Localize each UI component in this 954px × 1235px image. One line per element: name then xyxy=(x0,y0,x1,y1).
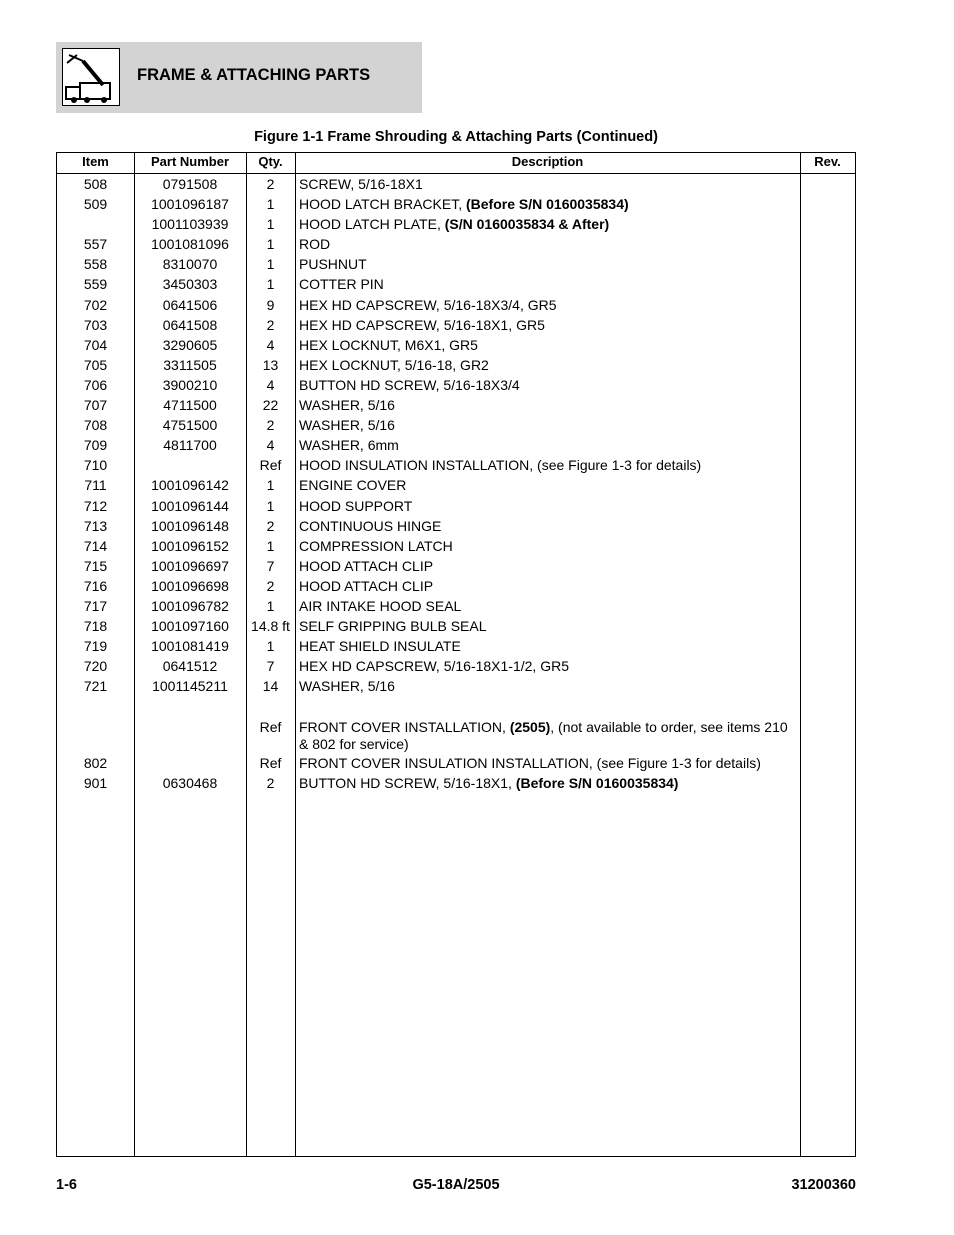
cell-description xyxy=(299,315,797,334)
cell-description xyxy=(299,556,797,575)
cell-part-number: 3900210 xyxy=(162,376,218,393)
table-row xyxy=(57,596,855,616)
cell-description xyxy=(299,455,797,474)
cell-description xyxy=(299,616,797,635)
description-text: HOOD ATTACH CLIP xyxy=(299,577,434,594)
cell-item: 706 xyxy=(83,376,108,393)
cell-part-number: 3290605 xyxy=(162,336,218,353)
description-emphasis: (S/N 0160035834 & After) xyxy=(444,216,610,233)
cell-part-number: 1001096782 xyxy=(151,597,229,614)
description-emphasis: (Before S/N 0160035834) xyxy=(515,774,679,791)
cell-item: 508 xyxy=(83,176,108,192)
table-row xyxy=(57,656,855,676)
cell-item: 705 xyxy=(83,356,108,373)
cell-part-number: 1001096144 xyxy=(151,497,229,514)
cell-description xyxy=(299,717,797,753)
cell-part-number: 1001096697 xyxy=(151,557,229,574)
table-row xyxy=(57,516,855,536)
document-number: 31200360 xyxy=(791,1177,856,1193)
cell-part-number: 4711500 xyxy=(163,397,217,414)
cell-description xyxy=(299,656,797,675)
cell-part-number: 1001096698 xyxy=(151,577,229,594)
cell-qty: Ref xyxy=(259,718,282,735)
cell-item: 709 xyxy=(83,437,108,454)
cell-item: 717 xyxy=(83,597,108,614)
cell-qty: 1 xyxy=(266,276,275,293)
table-row xyxy=(57,576,855,596)
cell-item: 802 xyxy=(83,754,108,771)
description-text: BUTTON HD SCREW, 5/16-18X3/4 xyxy=(299,376,520,393)
cell-qty: 2 xyxy=(266,176,275,192)
cell-qty: 1 xyxy=(266,497,275,514)
cell-qty: 1 xyxy=(266,256,275,273)
cell-item: 702 xyxy=(83,296,108,313)
cell-description xyxy=(299,174,797,193)
table-row xyxy=(57,753,855,773)
cell-description xyxy=(299,596,797,615)
description-text: SCREW, 5/16-18X1 xyxy=(299,176,423,192)
cell-item: 708 xyxy=(83,417,108,434)
table-row xyxy=(57,496,855,516)
table-row xyxy=(57,773,855,793)
description-text: WASHER, 6mm xyxy=(299,437,399,454)
cell-description xyxy=(299,214,797,233)
description-text: HEX LOCKNUT, 5/16-18, GR2 xyxy=(299,356,489,373)
cell-description xyxy=(299,335,797,354)
cell-item: 714 xyxy=(83,537,108,554)
cell-description xyxy=(299,415,797,434)
cell-part-number: 4811700 xyxy=(163,437,217,454)
cell-description xyxy=(299,696,797,698)
cell-description xyxy=(299,295,797,314)
table-row xyxy=(57,636,855,656)
description-text: ENGINE COVER xyxy=(299,477,407,494)
table-row xyxy=(57,274,855,294)
column-header-rev: Rev. xyxy=(814,154,841,169)
cell-part-number: 0641512 xyxy=(162,658,218,675)
cell-part-number: 1001145211 xyxy=(152,678,228,695)
cell-description xyxy=(299,536,797,555)
cell-description xyxy=(299,576,797,595)
description-text: HOOD ATTACH CLIP xyxy=(299,557,434,574)
cell-qty: 13 xyxy=(262,356,279,373)
cell-item: 703 xyxy=(83,316,108,333)
description-text: CONTINUOUS HINGE xyxy=(299,517,442,534)
cell-qty: 2 xyxy=(266,774,275,791)
cell-part-number: 1001096148 xyxy=(151,517,229,534)
cell-description xyxy=(299,194,797,213)
cell-part-number: 0641508 xyxy=(162,316,218,333)
column-header-item: Item xyxy=(82,154,109,169)
parts-table xyxy=(56,152,856,1157)
description-text: SELF GRIPPING BULB SEAL xyxy=(299,618,487,635)
cell-part-number: 1001096152 xyxy=(151,537,229,554)
description-text: WASHER, 5/16 xyxy=(299,678,395,695)
cell-qty: 2 xyxy=(266,417,275,434)
cell-qty: 7 xyxy=(266,658,275,675)
cell-qty: 9 xyxy=(266,296,275,313)
table-row xyxy=(57,254,855,274)
cell-item: 718 xyxy=(83,618,108,635)
cell-part-number: 0641506 xyxy=(162,296,218,313)
cell-item: 710 xyxy=(83,457,108,474)
table-row xyxy=(57,295,855,315)
description-text: HOOD SUPPORT xyxy=(299,497,413,514)
cell-qty: Ref xyxy=(259,754,282,771)
cell-item: 715 xyxy=(83,557,108,574)
table-row xyxy=(57,717,855,753)
model-number: G5-18A/2505 xyxy=(412,1177,500,1193)
cell-item: 711 xyxy=(84,477,107,494)
cell-qty: 1 xyxy=(266,196,275,213)
cell-qty: 4 xyxy=(266,437,275,454)
description-text: PUSHNUT xyxy=(299,256,367,273)
cell-qty: 14 xyxy=(262,678,279,695)
cell-description xyxy=(299,516,797,535)
figure-title: Figure 1-1 Frame Shrouding & Attaching Parts (Continued) xyxy=(254,129,658,145)
cell-description xyxy=(299,435,797,454)
cell-item: 559 xyxy=(83,276,108,293)
column-header-qty: Qty. xyxy=(258,154,283,169)
cell-qty: 7 xyxy=(266,557,275,574)
column-header-part-number: Part Number xyxy=(150,154,230,169)
cell-part-number: 1001081096 xyxy=(151,236,229,253)
cell-part-number: 1001097160 xyxy=(151,618,229,635)
cell-description xyxy=(299,234,797,253)
table-row xyxy=(57,536,855,556)
table-body xyxy=(57,174,855,793)
table-row xyxy=(57,435,855,455)
description-text: COMPRESSION LATCH xyxy=(299,537,453,554)
description-text: COTTER PIN xyxy=(299,276,384,293)
table-row xyxy=(57,475,855,495)
cell-description xyxy=(299,395,797,414)
cell-qty: 2 xyxy=(266,517,275,534)
description-text: HEX LOCKNUT, M6X1, GR5 xyxy=(299,336,478,353)
cell-item: 716 xyxy=(83,577,108,594)
table-row xyxy=(57,696,855,716)
cell-qty: 4 xyxy=(266,336,275,353)
column-header-description: Description xyxy=(511,154,584,169)
table-row xyxy=(57,415,855,435)
cell-part-number: 3450303 xyxy=(162,276,218,293)
cell-item: 720 xyxy=(83,658,108,675)
cell-item: 707 xyxy=(83,397,108,414)
cell-item: 557 xyxy=(83,236,108,253)
description-text: WASHER, 5/16 xyxy=(299,417,395,434)
scissor-lift-icon xyxy=(62,48,120,106)
cell-description xyxy=(299,274,797,293)
table-row xyxy=(57,556,855,576)
cell-item: 901 xyxy=(83,774,108,791)
description-text: FRONT COVER INSTALLATION, xyxy=(299,718,510,735)
section-title: FRAME & ATTACHING PARTS xyxy=(137,66,371,84)
description-text: AIR INTAKE HOOD SEAL xyxy=(299,597,462,614)
cell-description xyxy=(299,636,797,655)
table-row xyxy=(57,174,855,194)
description-tail: , (not available to order, see items 210 & 802 for service) xyxy=(299,718,788,752)
cell-item: 719 xyxy=(83,638,108,655)
cell-item: 721 xyxy=(83,678,108,695)
cell-qty: 1 xyxy=(266,216,275,233)
cell-description xyxy=(299,375,797,394)
description-text: HOOD LATCH PLATE, xyxy=(299,216,445,233)
description-text: HEX HD CAPSCREW, 5/16-18X1, GR5 xyxy=(299,316,545,333)
cell-qty: 14.8 ft xyxy=(251,618,290,635)
description-text: HOOD LATCH BRACKET, xyxy=(299,196,466,213)
cell-description xyxy=(299,475,797,494)
description-text: FRONT COVER INSULATION INSTALLATION, (see Figure 1-3 for details) xyxy=(299,754,761,771)
description-text: HEX HD CAPSCREW, 5/16-18X1-1/2, GR5 xyxy=(299,658,569,675)
cell-qty: 1 xyxy=(266,477,275,494)
table-row xyxy=(57,315,855,335)
cell-item: 704 xyxy=(83,336,108,353)
cell-item: 713 xyxy=(83,517,108,534)
cell-part-number: 0630468 xyxy=(162,774,218,791)
description-text: HEX HD CAPSCREW, 5/16-18X3/4, GR5 xyxy=(299,296,557,313)
cell-description xyxy=(299,496,797,515)
table-row xyxy=(57,455,855,475)
cell-part-number: 3311505 xyxy=(163,356,217,373)
table-row xyxy=(57,395,855,415)
cell-item: 712 xyxy=(83,497,108,514)
description-text: HOOD INSULATION INSTALLATION, (see Figure 1-3 for details) xyxy=(299,457,702,474)
table-row xyxy=(57,676,855,696)
cell-qty: 2 xyxy=(266,577,275,594)
table-row xyxy=(57,616,855,636)
cell-description xyxy=(299,676,797,695)
cell-qty: 1 xyxy=(266,638,275,655)
cell-qty: 2 xyxy=(266,316,275,333)
description-text: BUTTON HD SCREW, 5/16-18X1, xyxy=(299,774,516,791)
cell-part-number: 1001103939 xyxy=(151,216,229,233)
cell-part-number: 1001096187 xyxy=(151,196,229,213)
cell-part-number: 1001096142 xyxy=(151,477,229,494)
cell-qty: 1 xyxy=(266,236,275,253)
description-text: ROD xyxy=(299,236,331,253)
description-emphasis: (2505) xyxy=(509,718,551,735)
cell-qty: Ref xyxy=(259,457,282,474)
cell-part-number: 1001081419 xyxy=(151,638,229,655)
table-row xyxy=(57,335,855,355)
table-row xyxy=(57,234,855,254)
cell-description xyxy=(299,254,797,273)
description-emphasis: (Before S/N 0160035834) xyxy=(466,196,629,213)
cell-qty: 22 xyxy=(262,397,279,414)
cell-item: 558 xyxy=(83,256,108,273)
cell-qty: 4 xyxy=(266,376,275,393)
cell-description xyxy=(299,753,797,772)
cell-part-number: 0791508 xyxy=(162,176,218,192)
page-number: 1-6 xyxy=(56,1177,77,1193)
cell-description xyxy=(299,355,797,374)
table-row xyxy=(57,355,855,375)
cell-qty: 1 xyxy=(266,537,275,554)
cell-qty: 1 xyxy=(266,597,275,614)
table-row xyxy=(57,214,855,234)
description-text: WASHER, 5/16 xyxy=(299,397,395,414)
table-row xyxy=(57,194,855,214)
cell-part-number: 4751500 xyxy=(162,417,218,434)
cell-description xyxy=(299,773,797,792)
description-text: HEAT SHIELD INSULATE xyxy=(299,638,461,655)
cell-part-number: 8310070 xyxy=(162,256,218,273)
cell-item: 509 xyxy=(83,196,108,213)
table-row xyxy=(57,375,855,395)
